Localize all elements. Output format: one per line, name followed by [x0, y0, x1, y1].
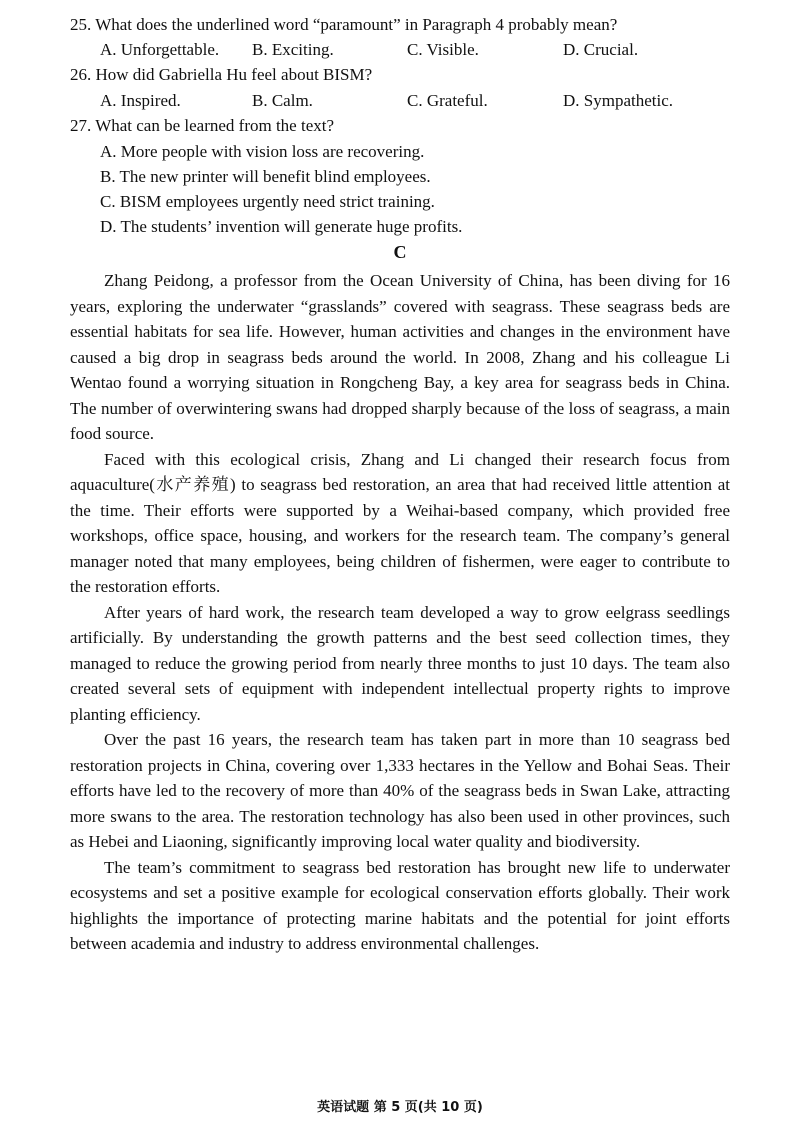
- section-c-heading: C: [393, 242, 407, 262]
- q26-option-a: A. Inspired.: [100, 91, 181, 110]
- q27-option-a: A. More people with vision loss are recovering.: [100, 142, 425, 161]
- question-26-stem: 26. How did Gabriella Hu feel about BISM?: [70, 65, 373, 84]
- paragraph-3: After years of hard work, the research team developed a way to grow eelgrass seedlings artificially. By understanding the growth patterns and the best seed collection times, they managed to reduce the growing period from nearly three months to just 10 days. The team also created several sets of equipment with independent intellectual property rights to improve planting efficiency.: [70, 602, 730, 724]
- paragraph-1: Zhang Peidong, a professor from the Ocean University of China, has been diving for 16 years, exploring the underwater “grasslands” covered with seagrass. These seagrass beds are essential habitats for sea life. However, human activities and changes in the environment have caused a big drop in seagrass beds around the world. In 2008, Zhang and his colleague Li Wentao found a worrying situation in Rongcheng Bay, a key area for seagrass beds in China. The number of overwintering swans had dropped sharply because of the loss of seagrass, a main food source.: [70, 271, 730, 443]
- q27-option-c: C. BISM employees urgently need strict training.: [100, 192, 435, 211]
- q26-option-d: D. Sympathetic.: [563, 91, 674, 110]
- paragraph-2: Faced with this ecological crisis, Zhang and Li changed their research focus from aquaculture(水产养殖) to seagrass bed restoration, an area that had received little attention at the time. Their efforts were supported by a Weihai-based company, which provided free workshops, office space, housing, and workers for the research team. The company’s general manager noted that many employees, being children of fishermen, were eager to contribute to the restoration efforts.: [70, 449, 730, 596]
- question-27-stem: 27. What can be learned from the text?: [70, 116, 335, 135]
- q26-option-b: B. Calm.: [252, 91, 313, 110]
- paragraph-4: Over the past 16 years, the research team has taken part in more than 10 seagrass bed restoration projects in China, covering over 1,333 hectares in the Yellow and Bohai Seas. Their efforts have led to the recovery of more than 40% of the seagrass beds in Swan Lake, attracting more swans to the area. The restoration technology has also been used in other provinces, such as Hebei and Liaoning, significantly improving local water quality and biodiversity.: [70, 730, 730, 851]
- passage-c: [70, 268, 730, 957]
- q25-option-b: B. Exciting.: [252, 40, 334, 59]
- page-footer: 英语试题 第 5 页(共 10 页): [317, 1100, 483, 1115]
- q27-option-d: D. The students’ invention will generate huge profits.: [100, 217, 463, 236]
- q27-option-b: B. The new printer will benefit blind employees.: [100, 167, 431, 186]
- paragraph-5: The team’s commitment to seagrass bed restoration has brought new life to underwater ecosystems and set a positive example for ecological conservation efforts globally. Their work highlights the importance of protecting marine habitats and the potential for joint efforts between academia and industry to address environmental challenges.: [70, 857, 730, 953]
- question-25-stem: 25. What does the underlined word “paramount” in Paragraph 4 probably mean?: [70, 15, 618, 34]
- q25-option-a: A. Unforgettable.: [100, 40, 220, 59]
- q26-option-c: C. Grateful.: [407, 91, 488, 110]
- q25-option-d: D. Crucial.: [563, 40, 639, 59]
- q25-option-c: C. Visible.: [407, 40, 479, 59]
